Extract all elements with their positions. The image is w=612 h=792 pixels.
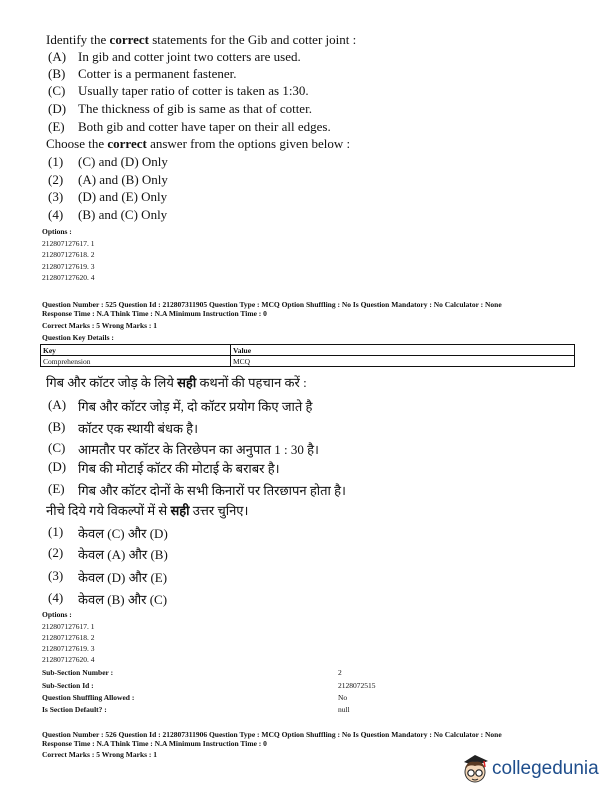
hindi-statement-label: (B) [48,419,66,434]
subsection-value: No [338,693,348,702]
statement-text: Usually taper ratio of cotter is taken as 1:30. [78,83,309,98]
statement-label: (E) [48,119,65,134]
question-key-table [40,344,575,367]
table-header-row [41,345,575,356]
option-id: 212807127618. 2 [42,250,95,259]
hindi-choice-text: केवल (D) और (E) [78,570,168,585]
hindi-statement-text: कॉटर एक स्थायी बंधक है। [78,421,199,436]
hindi-statement-text: आमतौर पर कॉटर के तिरछेपन का अनुपात 1 : 30 है। [78,442,319,457]
statement-label: (C) [48,83,66,98]
choice-label: (4) [48,207,64,222]
option-id: 212807127620. 4 [42,273,95,282]
collegedunia-logo [460,752,599,786]
choice-text: (B) and (C) Only [78,207,168,222]
option-id: 212807127619. 3 [42,262,95,271]
q526-info-line2: Response Time : N.A Think Time : N.A Minimum Instruction Time : 0 [42,739,267,748]
subsection-label: Sub-Section Number : [42,668,114,677]
option-id: 212807127619. 3 [42,644,95,653]
question-key-details-label: Question Key Details : [42,333,114,342]
hindi-options-label: Options : [42,610,72,619]
subsection-label: Question Shuffling Allowed : [42,693,135,702]
options-label: Options : [42,227,72,236]
hindi-question-stem: गिब और कॉटर जोड़ के लिये सही कथनों की पहचान करें : [46,375,307,390]
statement-label: (D) [48,101,67,116]
subsection-value: 2128072515 [338,681,376,690]
option-id: 212807127618. 2 [42,633,95,642]
option-id: 212807127617. 1 [42,239,95,248]
hindi-statement-text: गिब और कॉटर जोड़ में, दो कॉटर प्रयोग किए जाते है [78,399,313,414]
subsection-label: Is Section Default? : [42,705,107,714]
hindi-choice-label: (1) [48,524,64,539]
choice-text: (C) and (D) Only [78,154,168,169]
statement-text: In gib and cotter joint two cotters are used. [78,49,301,64]
q526-marks: Correct Marks : 5 Wrong Marks : 1 [42,750,158,759]
table-row [41,356,575,367]
mascot-icon [460,752,490,786]
q525-marks: Correct Marks : 5 Wrong Marks : 1 [42,321,158,330]
hindi-statement-label: (D) [48,459,67,474]
hindi-statement-label: (C) [48,440,66,455]
option-id: 212807127617. 1 [42,622,95,631]
hindi-statement-text: गिब की मोटाई कॉटर की मोटाई के बराबर है। [78,461,280,476]
table-header-value: Value [231,345,575,356]
hindi-statement-label: (E) [48,481,65,496]
hindi-statement-label: (A) [48,397,67,412]
choice-text: (D) and (E) Only [78,189,168,204]
hindi-statement-text: गिब और कॉटर दोनों के सभी किनारों पर तिरछापन होता है। [78,483,346,498]
english-choose-instruction: Choose the correct answer from the options given below : [46,136,351,151]
table-cell-key: Comprehension [41,356,231,367]
hindi-choice-label: (2) [48,545,64,560]
choice-label: (3) [48,189,64,204]
english-question-stem: Identify the correct statements for the Gib and cotter joint : [46,32,357,47]
statement-text: Cotter is a permanent fastener. [78,66,237,81]
hindi-choice-text: केवल (B) और (C) [78,592,168,607]
subsection-value: null [338,705,350,714]
hindi-choice-label: (3) [48,568,64,583]
statement-text: The thickness of gib is same as that of cotter. [78,101,312,116]
table-cell-value: MCQ [231,356,575,367]
statement-text: Both gib and cotter have taper on their all edges. [78,119,331,134]
subsection-value: 2 [338,668,342,677]
hindi-choice-text: केवल (A) और (B) [78,547,168,562]
q525-info-line2: Response Time : N.A Think Time : N.A Minimum Instruction Time : 0 [42,309,267,318]
subsection-label: Sub-Section Id : [42,681,94,690]
statement-label: (B) [48,66,66,81]
option-id: 212807127620. 4 [42,655,95,664]
q525-info-line1: Question Number : 525 Question Id : 212807311905 Question Type : MCQ Option Shuffling : No Is Question Mandatory : No Calculator : None [42,300,502,309]
statement-label: (A) [48,49,67,64]
hindi-choice-text: केवल (C) और (D) [78,526,168,541]
choice-label: (1) [48,154,64,169]
logo-text: collegedunia [492,758,599,779]
hindi-choose-instruction: नीचे दिये गये विकल्पों में से सही उत्तर चुनिए। [46,503,249,518]
choice-text: (A) and (B) Only [78,172,168,187]
choice-label: (2) [48,172,64,187]
table-header-key: Key [41,345,231,356]
hindi-choice-label: (4) [48,590,64,605]
q526-info-line1: Question Number : 526 Question Id : 212807311906 Question Type : MCQ Option Shuffling : No Is Question Mandatory : No Calculator : None [42,730,502,739]
